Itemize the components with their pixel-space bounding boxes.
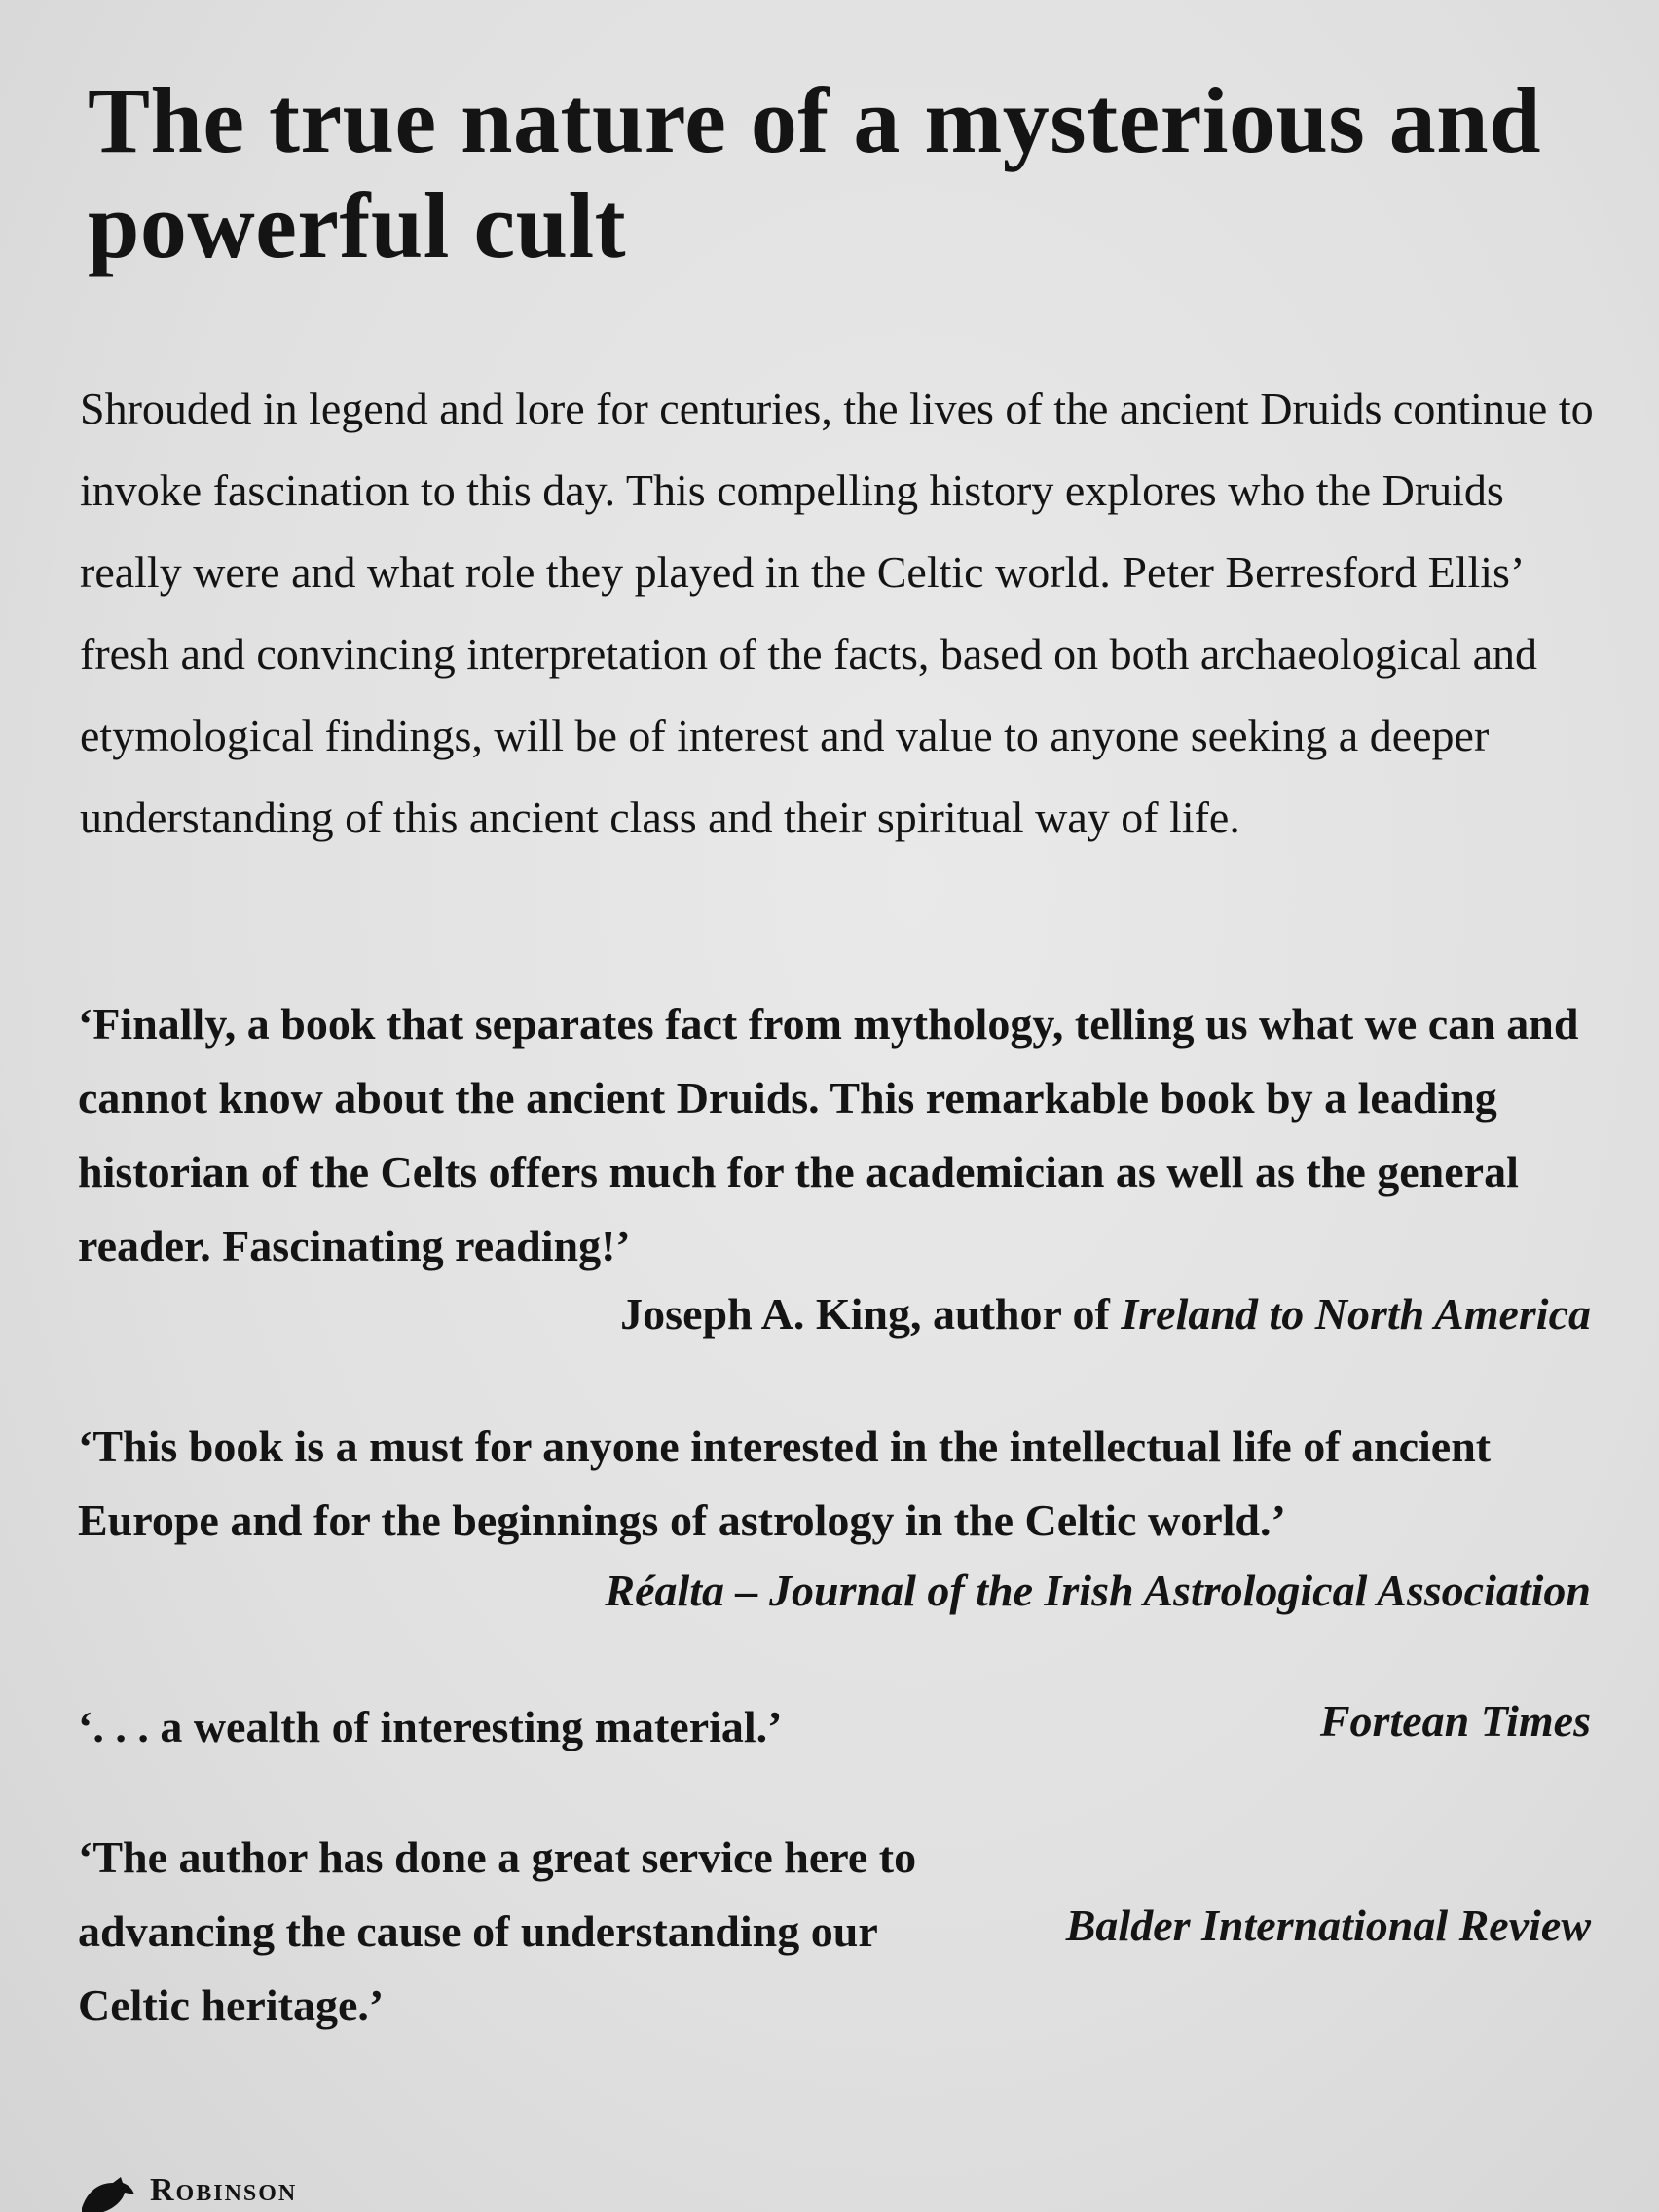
publisher-name: Robinson [150, 2172, 298, 2208]
review-attribution-1-author: Joseph A. King, author of [620, 1289, 1122, 1339]
book-description: Shrouded in legend and lore for centuries, the lives of the ancient Druids continue to invoke fascination to this day. This compelling history explores who the Druids really were and what role they played in the Celtic world. Peter Berresford Ellis’ fresh and convincing interpretation of the facts, based on both archaeological and etymological findings, will be of interest and value to anyone seeking a deeper understanding of this ancient class and their spiritual way of life. [80, 384, 1594, 842]
review-attribution-2-title: Réalta – Journal of the Irish Astrological Association [605, 1566, 1591, 1615]
raven-icon [78, 2169, 136, 2212]
review-attribution-2 [605, 1554, 1591, 1628]
review-attribution-3: Fortean Times [1319, 1696, 1591, 1746]
review-attribution-4: Balder International Review [1065, 1900, 1591, 1950]
review-quote-2: ‘This book is a must for anyone interested in the intellectual life of ancient Europe and for the beginnings of astrology in the Celtic world.’ [78, 1421, 1492, 1545]
review-quote-3: ‘. . . a wealth of interesting material.’ [78, 1702, 783, 1751]
review-attribution-1 [620, 1277, 1591, 1351]
headline: The true nature of a mysterious and powerful cult [88, 68, 1542, 277]
publisher-imprint [78, 2169, 297, 2212]
review-attribution-1-title: Ireland to North America [1121, 1289, 1591, 1339]
review-quote-4: ‘The author has done a great service here to advancing the cause of understanding our Celtic heritage.’ [78, 1832, 917, 2030]
review-quote-1: ‘Finally, a book that separates fact from mythology, telling us what we can and cannot know about the ancient Druids. This remarkable book by a leading historian of the Celts offers much for the academician as well as the general reader. Fascinating reading!’ [78, 999, 1579, 1271]
